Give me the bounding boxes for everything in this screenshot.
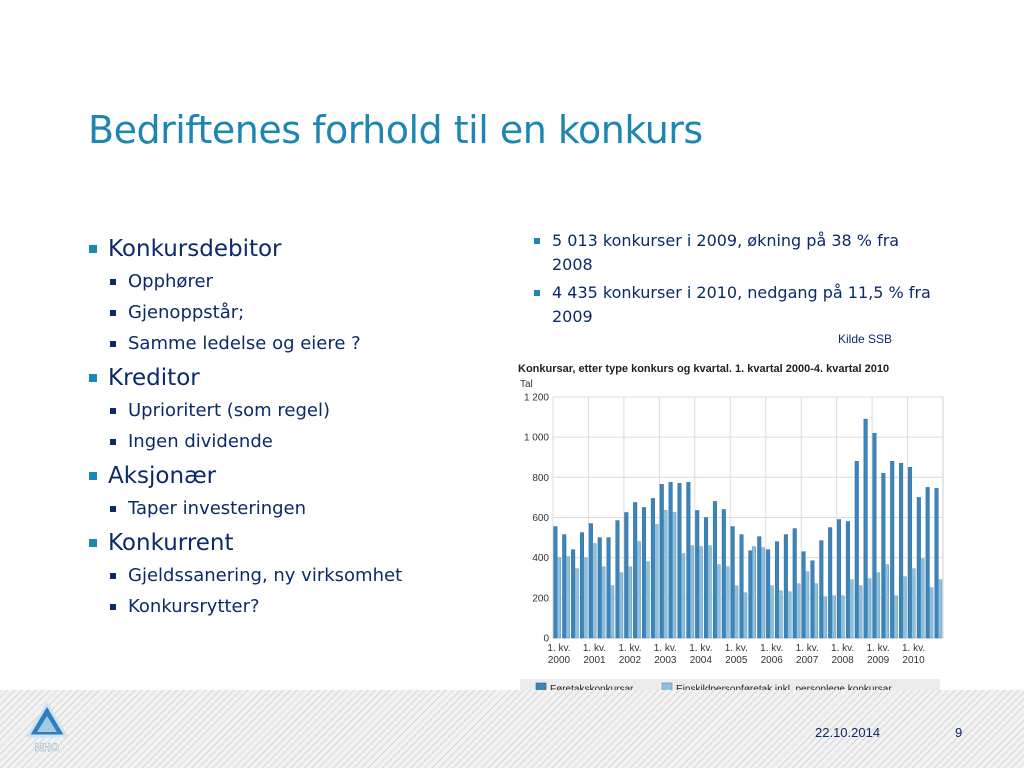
- stat-text: 4 435 konkurser i 2010, nedgang på 11,5 % fra 2009: [552, 283, 931, 326]
- bar-einskild: [593, 544, 597, 638]
- bar-einskild: [903, 577, 907, 638]
- bar-einskild: [557, 558, 561, 638]
- bar-foretak: [625, 512, 629, 638]
- square-bullet-icon: [110, 604, 116, 610]
- bar-foretak: [864, 419, 868, 638]
- source-note: Kilde SSB: [838, 332, 893, 346]
- sub-bullet: [88, 429, 508, 455]
- bar-einskild: [708, 546, 712, 638]
- bullet-label: Konkurrent: [108, 530, 234, 556]
- sub-bullet: [88, 496, 508, 522]
- x-tick-label-year: 2002: [618, 655, 642, 666]
- sub-bullet: [88, 594, 508, 620]
- footer-date: 22.10.2014: [815, 725, 881, 740]
- bar-einskild: [690, 546, 694, 638]
- bar-foretak: [731, 527, 735, 638]
- bar-einskild: [859, 586, 863, 638]
- bar-einskild: [717, 565, 721, 638]
- bar-foretak: [598, 538, 602, 638]
- y-tick-label: 800: [532, 472, 549, 484]
- bar-einskild: [788, 592, 792, 638]
- bar-einskild: [646, 562, 650, 638]
- bar-einskild: [814, 584, 818, 638]
- bar-foretak: [837, 520, 841, 638]
- square-bullet-icon: [110, 310, 116, 316]
- bar-foretak: [713, 501, 717, 638]
- bullet-konkursdebitor: [88, 234, 508, 264]
- x-tick-label-year: 2005: [725, 655, 748, 666]
- sub-bullet-label: Taper investeringen: [128, 498, 307, 519]
- sub-bullet: [88, 398, 508, 424]
- square-bullet-icon: [110, 506, 116, 512]
- bar-einskild: [743, 593, 747, 638]
- bullet-kreditor: [88, 363, 508, 393]
- square-bullet-icon: [110, 573, 116, 579]
- sub-bullet-label: Gjeldssanering, ny virksomhet: [128, 565, 403, 586]
- bar-einskild: [655, 525, 659, 638]
- x-tick-label-quarter: 1. kv.: [547, 643, 571, 654]
- square-bullet-icon: [89, 472, 97, 480]
- sub-bullet-label: Ingen dividende: [128, 431, 273, 452]
- square-bullet-icon: [110, 439, 116, 445]
- y-tick-label: 600: [532, 513, 549, 524]
- stat-bullet-2009: [534, 229, 944, 277]
- bar-foretak: [571, 550, 575, 638]
- sub-bullet-label: Gjenoppstår;: [128, 302, 245, 323]
- bar-einskild: [912, 569, 916, 638]
- x-tick-label-quarter: 1. kv.: [653, 643, 677, 654]
- bar-einskild: [699, 547, 703, 638]
- bar-einskild: [672, 512, 676, 638]
- bullet-aksjonaer: [88, 461, 508, 491]
- x-tick-label-year: 2000: [547, 655, 571, 666]
- y-axis-label: Tal: [520, 379, 533, 390]
- bar-foretak: [908, 467, 912, 638]
- x-tick-label-quarter: 1. kv.: [795, 643, 819, 654]
- sub-bullet: [88, 331, 508, 357]
- bar-foretak: [580, 533, 584, 638]
- sub-bullet-label: Uprioritert (som regel): [128, 400, 330, 421]
- bar-einskild: [921, 559, 925, 638]
- x-tick-label-quarter: 1. kv.: [760, 643, 784, 654]
- sub-bullet-label: Opphører: [128, 271, 213, 292]
- x-tick-label-quarter: 1. kv.: [866, 643, 890, 654]
- sub-bullet-label: Samme ledelse og eiere ?: [128, 333, 361, 354]
- square-bullet-icon: [110, 279, 116, 285]
- y-tick-label: 200: [532, 593, 549, 605]
- bar-einskild: [752, 547, 756, 638]
- bar-foretak: [846, 522, 850, 638]
- square-bullet-icon: [89, 374, 97, 382]
- x-tick-label-quarter: 1. kv.: [831, 643, 855, 654]
- bar-foretak: [784, 535, 788, 638]
- x-tick-label-quarter: 1. kv.: [689, 643, 713, 654]
- logo-text: NHO: [34, 742, 60, 754]
- bar-foretak: [757, 537, 761, 638]
- bar-einskild: [938, 580, 942, 638]
- bar-foretak: [678, 483, 682, 638]
- bar-foretak: [811, 561, 815, 638]
- bullet-label: Konkursdebitor: [108, 236, 282, 262]
- bar-einskild: [628, 567, 632, 638]
- bar-foretak: [926, 487, 930, 638]
- bar-foretak: [899, 463, 903, 638]
- x-tick-label-year: 2001: [583, 655, 606, 666]
- nho-logo: [22, 700, 72, 756]
- stat-bullet-2010: [534, 281, 944, 329]
- sub-bullet: [88, 300, 508, 326]
- y-tick-label: 400: [532, 553, 549, 565]
- bar-foretak: [687, 482, 691, 638]
- bar-foretak: [660, 484, 664, 638]
- bar-einskild: [734, 586, 738, 638]
- bar-foretak: [633, 502, 637, 638]
- bar-foretak: [828, 528, 832, 638]
- sub-bullet-label: Konkursrytter?: [128, 596, 260, 617]
- bar-einskild: [805, 572, 809, 638]
- bar-foretak: [793, 529, 797, 638]
- slide-title: Bedriftenes forhold til en konkurs: [88, 108, 703, 152]
- bullet-label: Kreditor: [108, 365, 200, 391]
- bar-einskild: [566, 557, 570, 638]
- x-tick-label-year: 2006: [760, 655, 783, 666]
- square-bullet-icon: [89, 245, 97, 253]
- square-bullet-icon: [110, 341, 116, 347]
- x-tick-label-year: 2009: [866, 655, 890, 666]
- bar-einskild: [584, 558, 588, 638]
- sub-bullet: [88, 563, 508, 589]
- bar-einskild: [797, 584, 801, 638]
- page-number: 9: [955, 725, 963, 740]
- left-bullet-list: [88, 228, 508, 620]
- bar-einskild: [841, 596, 845, 638]
- x-tick-label-quarter: 1. kv.: [901, 643, 926, 654]
- x-tick-label-year: 2010: [902, 655, 925, 666]
- bar-einskild: [770, 586, 774, 638]
- bar-einskild: [681, 554, 685, 638]
- bar-einskild: [885, 565, 889, 638]
- bar-foretak: [554, 527, 558, 638]
- bar-foretak: [855, 461, 859, 638]
- bar-foretak: [669, 482, 673, 638]
- bar-foretak: [766, 550, 770, 638]
- bar-foretak: [775, 542, 779, 638]
- bar-einskild: [850, 580, 854, 638]
- sub-bullet: [88, 269, 508, 295]
- bar-foretak: [607, 538, 611, 638]
- bar-einskild: [761, 548, 765, 638]
- bar-foretak: [722, 509, 726, 638]
- square-bullet-icon: [110, 408, 116, 414]
- bar-foretak: [917, 497, 921, 638]
- bullet-label: Aksjonær: [108, 463, 217, 489]
- y-tick-label: 0: [543, 633, 549, 645]
- bar-einskild: [929, 588, 933, 638]
- right-bullet-list: [534, 229, 944, 333]
- x-tick-label-quarter: 1. kv.: [582, 643, 607, 654]
- bar-foretak: [589, 524, 593, 638]
- bar-einskild: [664, 510, 668, 638]
- bar-foretak: [935, 488, 939, 638]
- bar-einskild: [602, 567, 606, 638]
- bar-einskild: [876, 573, 880, 638]
- bar-einskild: [823, 597, 827, 638]
- x-tick-label-year: 2003: [654, 655, 677, 666]
- bar-foretak: [651, 498, 655, 638]
- bar-einskild: [619, 573, 623, 638]
- bar-foretak: [642, 507, 646, 638]
- bar-einskild: [637, 542, 641, 638]
- bar-foretak: [695, 510, 699, 638]
- bar-einskild: [610, 586, 614, 638]
- bar-foretak: [802, 552, 806, 638]
- bar-einskild: [832, 596, 836, 638]
- bar-foretak: [749, 551, 753, 638]
- bar-einskild: [779, 591, 783, 638]
- bullet-konkurrent: [88, 528, 508, 558]
- y-tick-label: 1 000: [523, 432, 549, 444]
- bar-foretak: [740, 535, 744, 638]
- bar-foretak: [820, 541, 824, 638]
- square-bullet-icon: [89, 539, 97, 547]
- square-bullet-icon: [534, 290, 540, 296]
- bankruptcy-chart: [514, 356, 946, 700]
- x-tick-label-quarter: 1. kv.: [618, 643, 642, 654]
- bar-foretak: [873, 433, 877, 638]
- bar-einskild: [867, 579, 871, 638]
- y-tick-label: 1 200: [523, 392, 549, 404]
- bar-foretak: [562, 535, 566, 638]
- x-tick-labels: [547, 643, 925, 666]
- x-tick-label-year: 2008: [831, 655, 854, 666]
- square-bullet-icon: [534, 238, 540, 244]
- bar-einskild: [575, 569, 579, 638]
- x-tick-label-year: 2004: [689, 655, 712, 666]
- stat-text: 5 013 konkurser i 2009, økning på 38 % fra 2008: [552, 231, 900, 274]
- bar-foretak: [890, 461, 894, 638]
- bar-foretak: [616, 521, 620, 638]
- bar-einskild: [894, 596, 898, 638]
- bar-foretak: [882, 473, 886, 638]
- bar-foretak: [704, 518, 708, 639]
- x-tick-label-quarter: 1. kv.: [724, 643, 748, 654]
- bar-einskild: [726, 567, 730, 638]
- x-tick-label-year: 2007: [796, 655, 819, 666]
- chart-title: Konkursar, etter type konkurs og kvartal. 1. kvartal 2000-4. kvartal 2010: [518, 363, 890, 375]
